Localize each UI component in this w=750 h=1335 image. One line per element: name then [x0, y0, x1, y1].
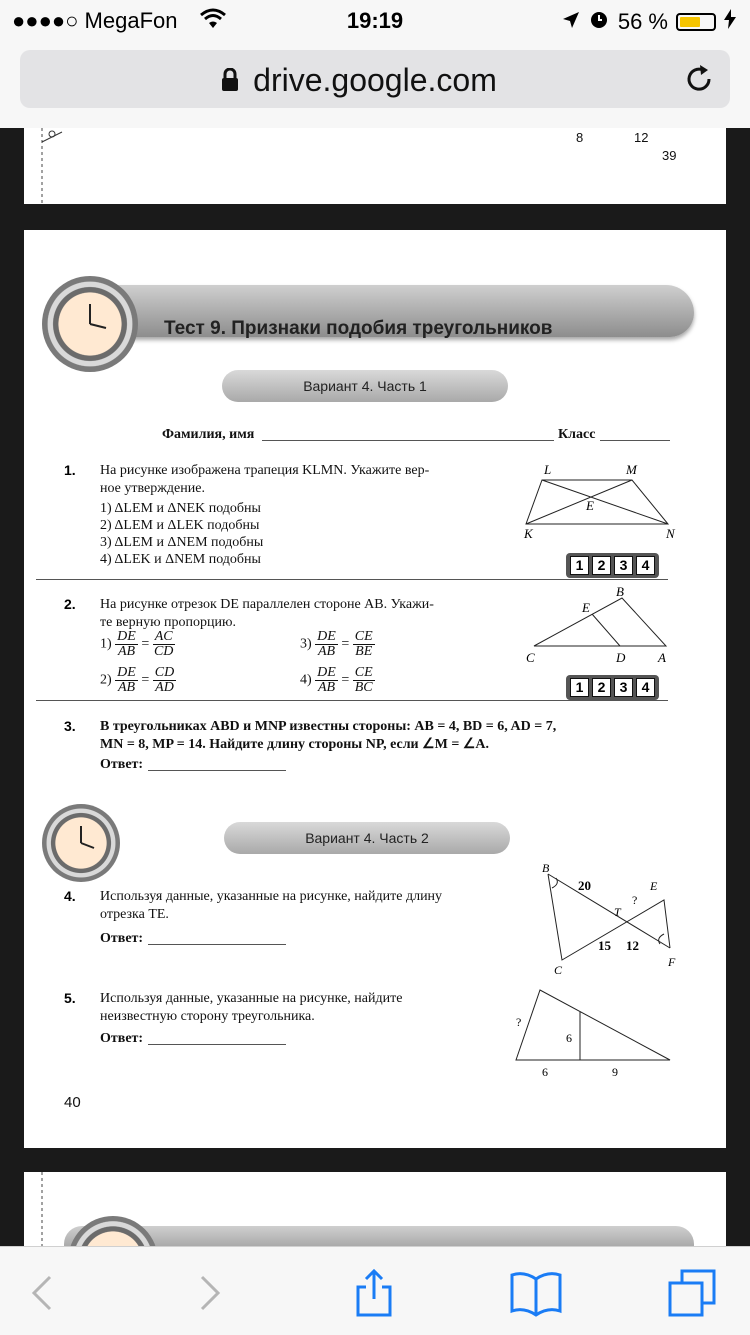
bookmarks-icon[interactable] — [510, 1269, 558, 1317]
q5-number: 5. — [64, 990, 76, 1006]
q1-divider — [36, 579, 668, 580]
fraction — [353, 630, 375, 659]
q1-box-3: 3 — [614, 556, 633, 575]
clock-illustration — [42, 276, 138, 372]
q1-line1: На рисунке изображена трапеция KLMN. Укажите вер- — [100, 463, 430, 478]
fraction — [315, 666, 338, 695]
q2-option-1 — [100, 630, 175, 659]
q1-option-3: 3) ΔLEM и ΔNEM подобны — [100, 535, 264, 550]
fig1-E: E — [586, 498, 594, 513]
url-text: drive.google.com — [253, 62, 497, 98]
battery-percent: 56 % — [617, 9, 668, 34]
frac-bottom: AB — [117, 644, 136, 659]
q3-line1: В треугольниках ABD и MNP известны стороны: AB = 4, BD = 6, AD = 7, — [100, 719, 557, 734]
frac-top: DE — [117, 665, 136, 680]
q1-option-4: 4) ΔLEK и ΔNEM подобны — [100, 552, 261, 567]
fig2-D: D — [616, 650, 626, 665]
q1-line2: ное утверждение. — [100, 481, 205, 496]
battery-icon — [676, 13, 716, 31]
variant-pill-2: Вариант 4. Часть 2 — [224, 822, 510, 854]
tabs-icon[interactable] — [668, 1269, 716, 1317]
frac-bottom: BE — [355, 644, 373, 659]
fig4-T: T — [614, 905, 621, 919]
document-page — [24, 230, 726, 1148]
opt-num: 1) — [100, 636, 112, 652]
location-icon — [562, 9, 580, 35]
q5-answer-label: Ответ: — [100, 1031, 144, 1046]
page-number: 40 — [64, 1094, 81, 1111]
q1-box-1: 1 — [570, 556, 589, 575]
fig2-B: B — [616, 584, 624, 599]
page-title: Тест 9. Признаки подобия треугольников — [164, 318, 553, 339]
clock-illustration-2 — [42, 804, 120, 882]
fig4-20: 20 — [578, 878, 591, 893]
reload-icon[interactable] — [682, 62, 716, 96]
fig4-question: ? — [632, 893, 638, 907]
equals-sign: = — [341, 636, 350, 652]
q1-answer-boxes — [566, 553, 659, 578]
q3-line2: MN = 8, MP = 14. Найдите длину стороны NP, если ∠M = ∠A. — [100, 737, 490, 752]
frac-bottom: AD — [155, 680, 174, 695]
opt-num: 3) — [300, 636, 312, 652]
q2-divider — [36, 700, 668, 701]
browser-chrome — [0, 42, 750, 128]
frac-top: CE — [354, 629, 373, 644]
q5-answer-line — [148, 1044, 286, 1045]
fig4-15: 15 — [598, 938, 611, 953]
fig4-B: B — [542, 861, 550, 875]
fig5-6-base: 6 — [542, 1065, 548, 1079]
fraction — [315, 630, 338, 659]
q4-answer-line — [148, 944, 286, 945]
browser-toolbar — [0, 1246, 750, 1335]
q3-answer-line — [148, 770, 286, 771]
fig2-A: A — [658, 650, 666, 665]
frac-bottom: BC — [354, 680, 373, 695]
frac-bottom: AB — [317, 644, 336, 659]
q2-box-3: 3 — [614, 678, 633, 697]
q5-line2: неизвестную сторону треугольника. — [100, 1009, 315, 1024]
q2-option-3 — [300, 630, 375, 659]
prev-num-12: 12 — [634, 130, 649, 145]
q1-box-2: 2 — [592, 556, 611, 575]
equals-sign: = — [341, 672, 350, 688]
q2-box-4: 4 — [636, 678, 655, 697]
fraction — [153, 666, 176, 695]
q1-option-2: 2) ΔLEM и ΔLEK подобны — [100, 518, 260, 533]
q4-line1: Используя данные, указанные на рисунке, найдите длину — [100, 889, 443, 904]
fig5-9-base: 9 — [612, 1065, 618, 1079]
fig1-M: M — [626, 462, 637, 477]
q2-number: 2. — [64, 596, 76, 612]
fig4-F: F — [668, 955, 676, 969]
class-line — [600, 440, 670, 441]
q1-option-1: 1) ΔLEM и ΔNEK подобны — [100, 501, 261, 516]
previous-page — [24, 128, 726, 204]
clock-time: 19:19 — [346, 8, 404, 33]
fig2-C: C — [526, 650, 535, 665]
q2-answer-boxes — [566, 675, 659, 700]
opt-num: 4) — [300, 672, 312, 688]
fig1-N: N — [666, 526, 675, 541]
q3-number: 3. — [64, 718, 76, 734]
forward-icon[interactable] — [184, 1269, 232, 1317]
q2-option-2 — [100, 666, 176, 695]
q4-line2: отрезка TE. — [100, 907, 169, 922]
name-label: Фамилия, имя — [162, 427, 255, 442]
fig4-C: C — [554, 963, 563, 977]
class-label: Класс — [558, 427, 596, 442]
fig4-E: E — [650, 879, 658, 893]
alarm-icon — [588, 8, 610, 36]
frac-top: CE — [354, 665, 373, 680]
q2-box-1: 1 — [570, 678, 589, 697]
q5-line1: Используя данные, указанные на рисунке, найдите — [100, 991, 403, 1006]
address-bar[interactable] — [20, 50, 730, 108]
equals-sign: = — [141, 672, 150, 688]
scissors-icon — [38, 128, 68, 204]
frac-top: CD — [154, 665, 175, 680]
q4-number: 4. — [64, 888, 76, 904]
prev-num-39: 39 — [662, 148, 677, 163]
fig1-K: K — [524, 526, 533, 541]
fig1-L: L — [544, 462, 552, 477]
q2-box-2: 2 — [592, 678, 611, 697]
carrier: ●●●●○ MegaFon — [12, 8, 178, 33]
status-bar — [0, 0, 750, 42]
prev-num-8: 8 — [576, 130, 584, 145]
q2-option-4 — [300, 666, 375, 695]
q2-line2: те верную пропорцию. — [100, 615, 236, 630]
back-icon[interactable] — [20, 1269, 68, 1317]
q4-answer-label: Ответ: — [100, 931, 144, 946]
fraction — [115, 630, 138, 659]
share-icon[interactable] — [350, 1269, 398, 1317]
variant-pill-1: Вариант 4. Часть 1 — [222, 370, 508, 402]
q3-answer-label: Ответ: — [100, 757, 144, 772]
q1-number: 1. — [64, 462, 76, 478]
frac-bottom: AB — [117, 680, 136, 695]
frac-bottom: AB — [317, 680, 336, 695]
q1-box-4: 4 — [636, 556, 655, 575]
fraction — [153, 630, 175, 659]
fig4-12: 12 — [626, 938, 639, 953]
status-right — [562, 8, 736, 36]
opt-num: 2) — [100, 672, 112, 688]
q1-trapezoid-figure — [514, 458, 684, 544]
equals-sign: = — [141, 636, 150, 652]
q5-figure — [510, 982, 680, 1082]
fig5-6-inner: 6 — [566, 1031, 572, 1045]
charging-icon — [724, 9, 736, 35]
frac-top: DE — [117, 629, 136, 644]
q4-figure — [534, 860, 684, 980]
frac-top: AC — [154, 629, 173, 644]
name-line — [262, 440, 554, 441]
q2-triangle-figure — [524, 584, 684, 668]
fig5-question: ? — [516, 1015, 522, 1029]
frac-top: DE — [317, 629, 336, 644]
frac-bottom: CD — [153, 644, 174, 659]
fig2-E: E — [582, 600, 590, 615]
fraction — [353, 666, 375, 695]
q2-line1: На рисунке отрезок DE параллелен стороне AB. Укажи- — [100, 597, 434, 612]
fraction — [115, 666, 138, 695]
frac-top: DE — [317, 665, 336, 680]
